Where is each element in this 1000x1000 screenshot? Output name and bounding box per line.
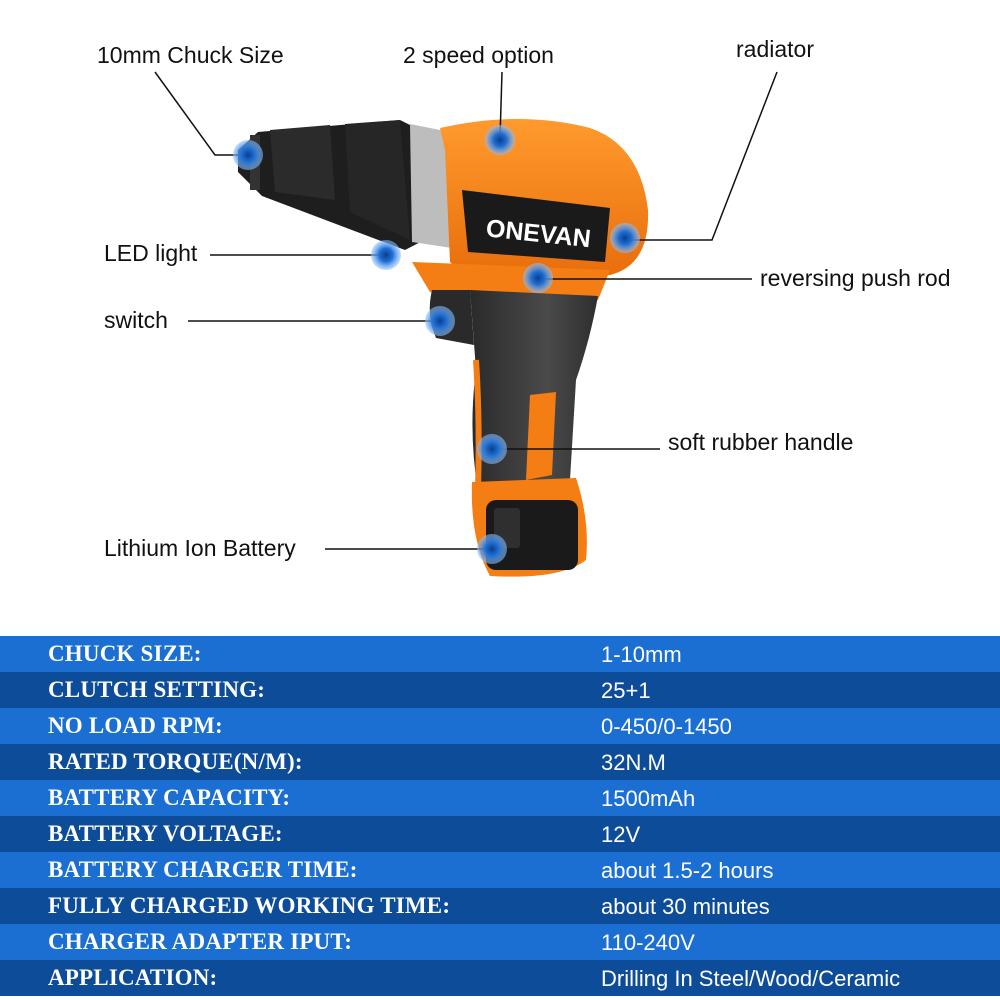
spec-row (0, 960, 1000, 996)
spec-row (0, 888, 1000, 924)
spec-label: BATTERY VOLTAGE: (48, 821, 283, 846)
spec-row (0, 672, 1000, 708)
callout-switch: switch (104, 307, 168, 333)
spec-row (0, 852, 1000, 888)
callout-radiator: radiator (736, 36, 814, 62)
spec-label: CLUTCH SETTING: (48, 677, 266, 702)
spec-row (0, 636, 1000, 672)
marker-handle (477, 434, 507, 464)
marker-switch (425, 306, 455, 336)
spec-value: 110-240V (601, 930, 695, 955)
callout-led-light: LED light (104, 240, 198, 266)
spec-value: 32N.M (601, 750, 666, 775)
marker-led (371, 240, 401, 270)
spec-row (0, 708, 1000, 744)
brand-logo: ONEVAN (484, 214, 593, 254)
marker-radiator (610, 223, 640, 253)
callout-chuck-size: 10mm Chuck Size (97, 42, 284, 68)
callout-speed-option: 2 speed option (403, 42, 554, 68)
spec-row (0, 744, 1000, 780)
spec-label: CHARGER ADAPTER IPUT: (48, 929, 353, 954)
spec-value: 1-10mm (601, 642, 682, 667)
callout-reversing-rod: reversing push rod (760, 265, 951, 291)
spec-row (0, 816, 1000, 852)
spec-label: NO LOAD RPM: (48, 713, 223, 738)
spec-label: BATTERY CAPACITY: (48, 785, 291, 810)
spec-row (0, 780, 1000, 816)
spec-value: Drilling In Steel/Wood/Ceramic (601, 966, 901, 991)
chuck (238, 120, 465, 250)
spec-table (0, 636, 1000, 1000)
spec-label: BATTERY CHARGER TIME: (48, 857, 358, 882)
spec-value: 1500mAh (601, 786, 696, 811)
marker-chuck (233, 140, 263, 170)
marker-battery (477, 534, 507, 564)
marker-speed (485, 125, 515, 155)
callout-handle: soft rubber handle (668, 429, 854, 455)
spec-value: about 1.5-2 hours (601, 858, 774, 883)
spec-label: CHUCK SIZE: (48, 641, 202, 666)
spec-label: APPLICATION: (48, 965, 218, 990)
spec-value: 0-450/0-1450 (601, 714, 732, 739)
spec-value: about 30 minutes (601, 894, 770, 919)
spec-value: 25+1 (601, 678, 651, 703)
spec-label: RATED TORQUE(N/M): (48, 749, 303, 774)
spec-value: 12V (601, 822, 641, 847)
spec-label: FULLY CHARGED WORKING TIME: (48, 893, 451, 918)
spec-row (0, 924, 1000, 960)
marker-reversing (523, 263, 553, 293)
callout-battery: Lithium Ion Battery (104, 535, 296, 561)
